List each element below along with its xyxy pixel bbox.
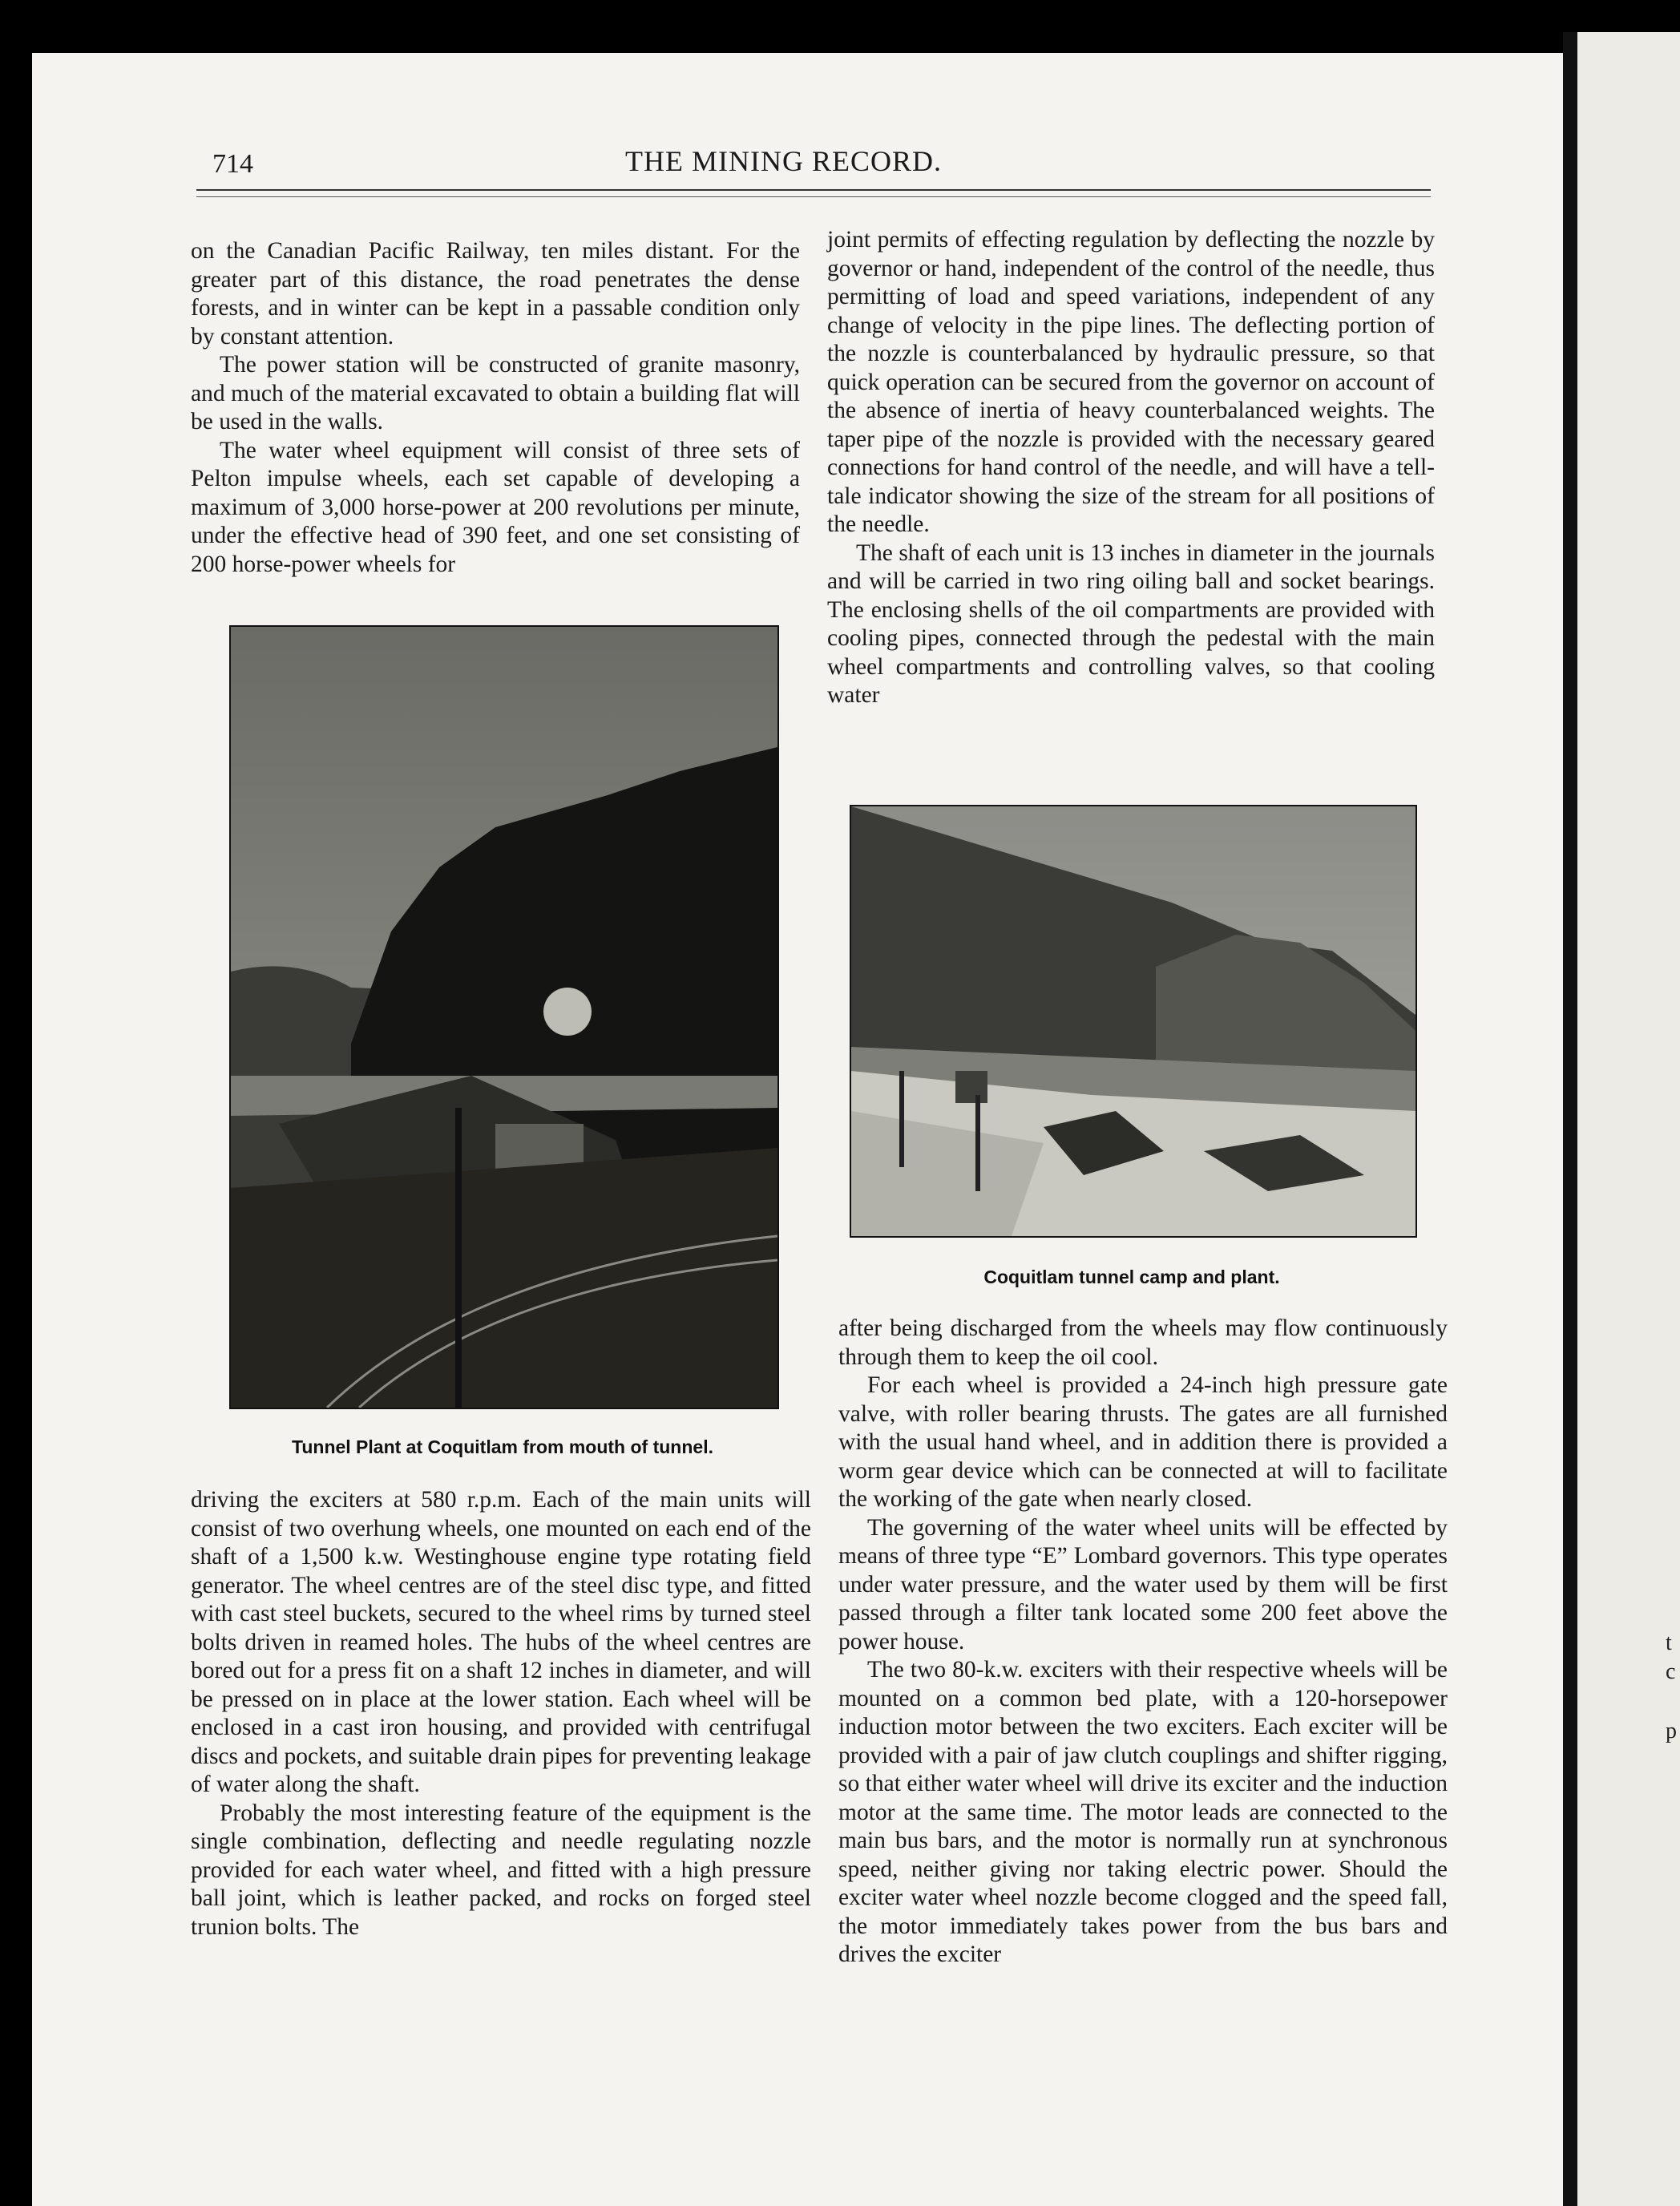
paragraph: The power station will be constructed of granite masonry, and much of the material excavated to obtain a building flat will be used in the walls. [191,352,800,434]
edge-letter: t [1666,1630,1672,1655]
page-number: 714 [212,149,253,179]
page-gutter [1563,32,1577,2206]
paragraph: The shaft of each unit is 13 inches in diameter in the journals and will be carried in two ring oiling ball and socket bearings. The enclosing shells of the oil compartments are provided with cooling pipes, connected through the pedestal with the main wheel compartments and controlling valves, so that cooling water [827,539,1435,708]
paragraph: on the Canadian Pacific Railway, ten miles distant. For the greater part of this distance, the road penetrates the dense forests, and in winter can be kept in a passable condition only by constant attention. [191,238,800,349]
tunnel-camp-caption: Coquitlam tunnel camp and plant. [983,1267,1280,1287]
running-title: THE MINING RECORD. [625,145,942,177]
paragraph: The governing of the water wheel units will be effected by means of three type “E” Lombard governors. This type operates under water pressure, and the water used by them will be first passed through a filter tank located some 200 feet above the power house. [838,1514,1448,1654]
tunnel-camp-photo [850,805,1417,1238]
edge-letter: c [1666,1659,1676,1684]
left-column-bottom [191,1486,811,1941]
right-column-top [827,226,1435,710]
tunnel-plant-photo [229,625,779,1409]
tunnel-plant-caption: Tunnel Plant at Coquitlam from mouth of tunnel. [292,1436,713,1457]
paragraph: driving the exciters at 580 r.p.m. Each of the main units will consist of two overhung wheels, one mounted on each end of the shaft of a 1,500 k.w. Westinghouse engine type rotating field generator. The wheel centres are of the steel disc type, and fitted with cast steel buckets, secured to the wheel rims by turned steel bolts driven in reamed holes. The hubs of the wheel centres are bored out for a press fit on a shaft 12 inches in diameter, and will be pressed on in place at the lower station. Each wheel will be enclosed in a cast iron housing, and provided with centrifugal discs and pockets, and suitable drain pipes for preventing leakage of water along the shaft. [191,1487,811,1797]
adjacent-page-edge [1577,32,1680,2206]
left-column-top [191,237,800,579]
paragraph: Probably the most interesting feature of the equipment is the single combination, deflecting and needle regulating nozzle provided for each water wheel, and fitted with a high pressure ball joint, which is leather packed, and rocks on forged steel trunion bolts. The [191,1800,811,1940]
paragraph: The water wheel equipment will consist of three sets of Pelton impulse wheels, each set capable of developing a maximum of 3,000 horse-power at 200 revolutions per minute, under the effective head of 390 feet, and one set consisting of 200 horse-power wheels for [191,437,800,577]
right-column-bottom [838,1315,1448,1970]
header-rule-bottom [196,196,1431,197]
paragraph: The two 80-k.w. exciters with their respective wheels will be mounted on a common bed plate, with a 120-horsepower induction motor between the two exciters. Each exciter will be provided with a pair of jaw clutch couplings and shifter rigging, so that either water wheel will drive its exciter and the induction motor at the same time. The motor leads are connected to the main bus bars, and the motor is normally run at synchronous speed, neither giving nor taking electric power. Should the exciter water wheel nozzle become clogged and the speed fall, the motor immediately takes power from the bus bars and drives the exciter [838,1657,1448,1967]
header-rule-top [196,189,1431,191]
edge-letter: p [1666,1719,1677,1743]
paragraph: For each wheel is provided a 24-inch high pressure gate valve, with roller bearing thrusts. The gates are all furnished with the usual hand wheel, and in addition there is provided a worm gear device which can be connected at will to facilitate the working of the gate when nearly closed. [838,1372,1448,1512]
paragraph: after being discharged from the wheels may flow continuously through them to keep the oil cool. [838,1315,1448,1370]
paragraph: joint permits of effecting regulation by deflecting the nozzle by governor or hand, independent of the control of the needle, thus permitting of load and speed variations, independent of any change of velocity in the pipe lines. The deflecting portion of the nozzle is counterbalanced by hydraulic pressure, so that quick operation can be secured from the governor on account of the absence of inertia of heavy counterbalanced weights. The taper pipe of the nozzle is provided with the necessary geared connections for hand control of the needle, and will have a tell-tale indicator showing the size of the stream for all positions of the needle. [827,227,1435,537]
